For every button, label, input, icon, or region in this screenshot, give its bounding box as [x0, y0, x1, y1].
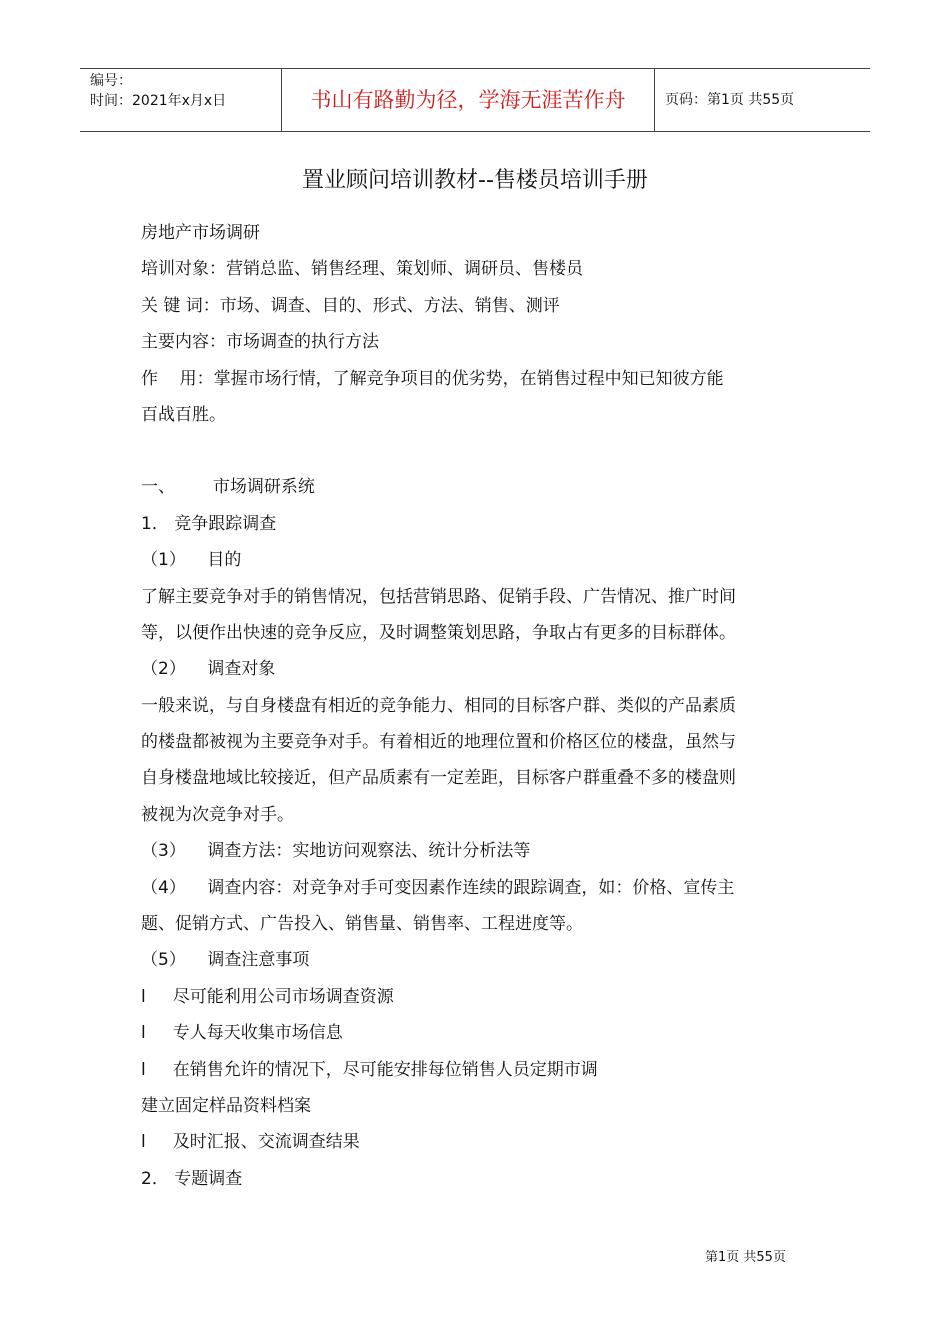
body-line: 主要内容：市场调查的执行方法 [141, 332, 379, 353]
header-motto: 书山有路勤为径，学海无涯苦作舟 [281, 69, 655, 131]
bullet-item: l 在销售允许的情况下，尽可能安排每位销售人员定期市调 [141, 1059, 598, 1080]
body-line: 培训对象：营销总监、销售经理、策划师、调研员、售楼员 [141, 259, 583, 280]
body-line: 自身楼盘地域比较接近，但产品质素有一定差距，目标客户群重叠不多的楼盘则 [141, 768, 736, 789]
bullet-item: l 尽可能利用公司市场调查资源 [141, 986, 394, 1007]
body-line: 建立固定样品资料档案 [141, 1095, 311, 1116]
item-heading: （3） 调查方法：实地访问观察法、统计分析法等 [141, 841, 531, 862]
item-heading: （4） 调查内容：对竞争对手可变因素作连续的跟踪调查，如：价格、宣传主 [141, 877, 735, 898]
paragraph-gap [141, 433, 821, 469]
body-line: 一般来说，与自身楼盘有相近的竞争能力、相同的目标客户群、类似的产品素质 [141, 695, 736, 716]
page-footer: 第1页 共55页 [705, 1250, 786, 1265]
item-heading: （2） 调查对象 [141, 659, 276, 680]
body-line: 了解主要竞争对手的销售情况，包括营销思路、促销手段、广告情况、推广时间 [141, 586, 736, 607]
body-line: 房地产市场调研 [141, 223, 260, 243]
body-line: 关 键 词：市场、调查、目的、形式、方法、销售、测评 [141, 295, 560, 316]
header-meta [80, 69, 281, 131]
bullet-item: l 及时汇报、交流调查结果 [141, 1132, 360, 1153]
body-line: 百战百胜。 [141, 404, 226, 425]
number-label: 编号： [90, 73, 132, 89]
bullet-item: l 专人每天收集市场信息 [141, 1023, 343, 1044]
document-header [80, 68, 870, 132]
item-heading: （1） 目的 [141, 550, 242, 571]
body-line: 作 用：掌握市场行情，了解竞争项目的优劣势，在销售过程中知已知彼方能 [141, 368, 724, 389]
body-line: 等，以便作出快速的竞争反应，及时调整策划思路，争取占有更多的目标群体。 [141, 622, 736, 643]
item-heading: （5） 调查注意事项 [141, 950, 310, 971]
section-heading: 一、 市场调研系统 [141, 477, 315, 498]
document-body [141, 215, 821, 1197]
document-title: 置业顾问培训教材--售楼员培训手册 [302, 168, 648, 193]
header-page-info: 页码：第1页 共55页 [665, 92, 795, 108]
subsection-heading: 1． 竞争跟踪调查 [141, 513, 277, 534]
body-line: 题、促销方式、广告投入、销售量、销售率、工程进度等。 [141, 914, 583, 935]
body-line: 的楼盘都被视为主要竞争对手。有着相近的地理位置和价格区位的楼盘，虽然与 [141, 732, 736, 753]
subsection-heading: 2． 专题调查 [141, 1168, 243, 1189]
body-line: 被视为次竞争对手。 [141, 804, 294, 825]
date-label: 时间：2021年x月x日 [90, 93, 227, 109]
